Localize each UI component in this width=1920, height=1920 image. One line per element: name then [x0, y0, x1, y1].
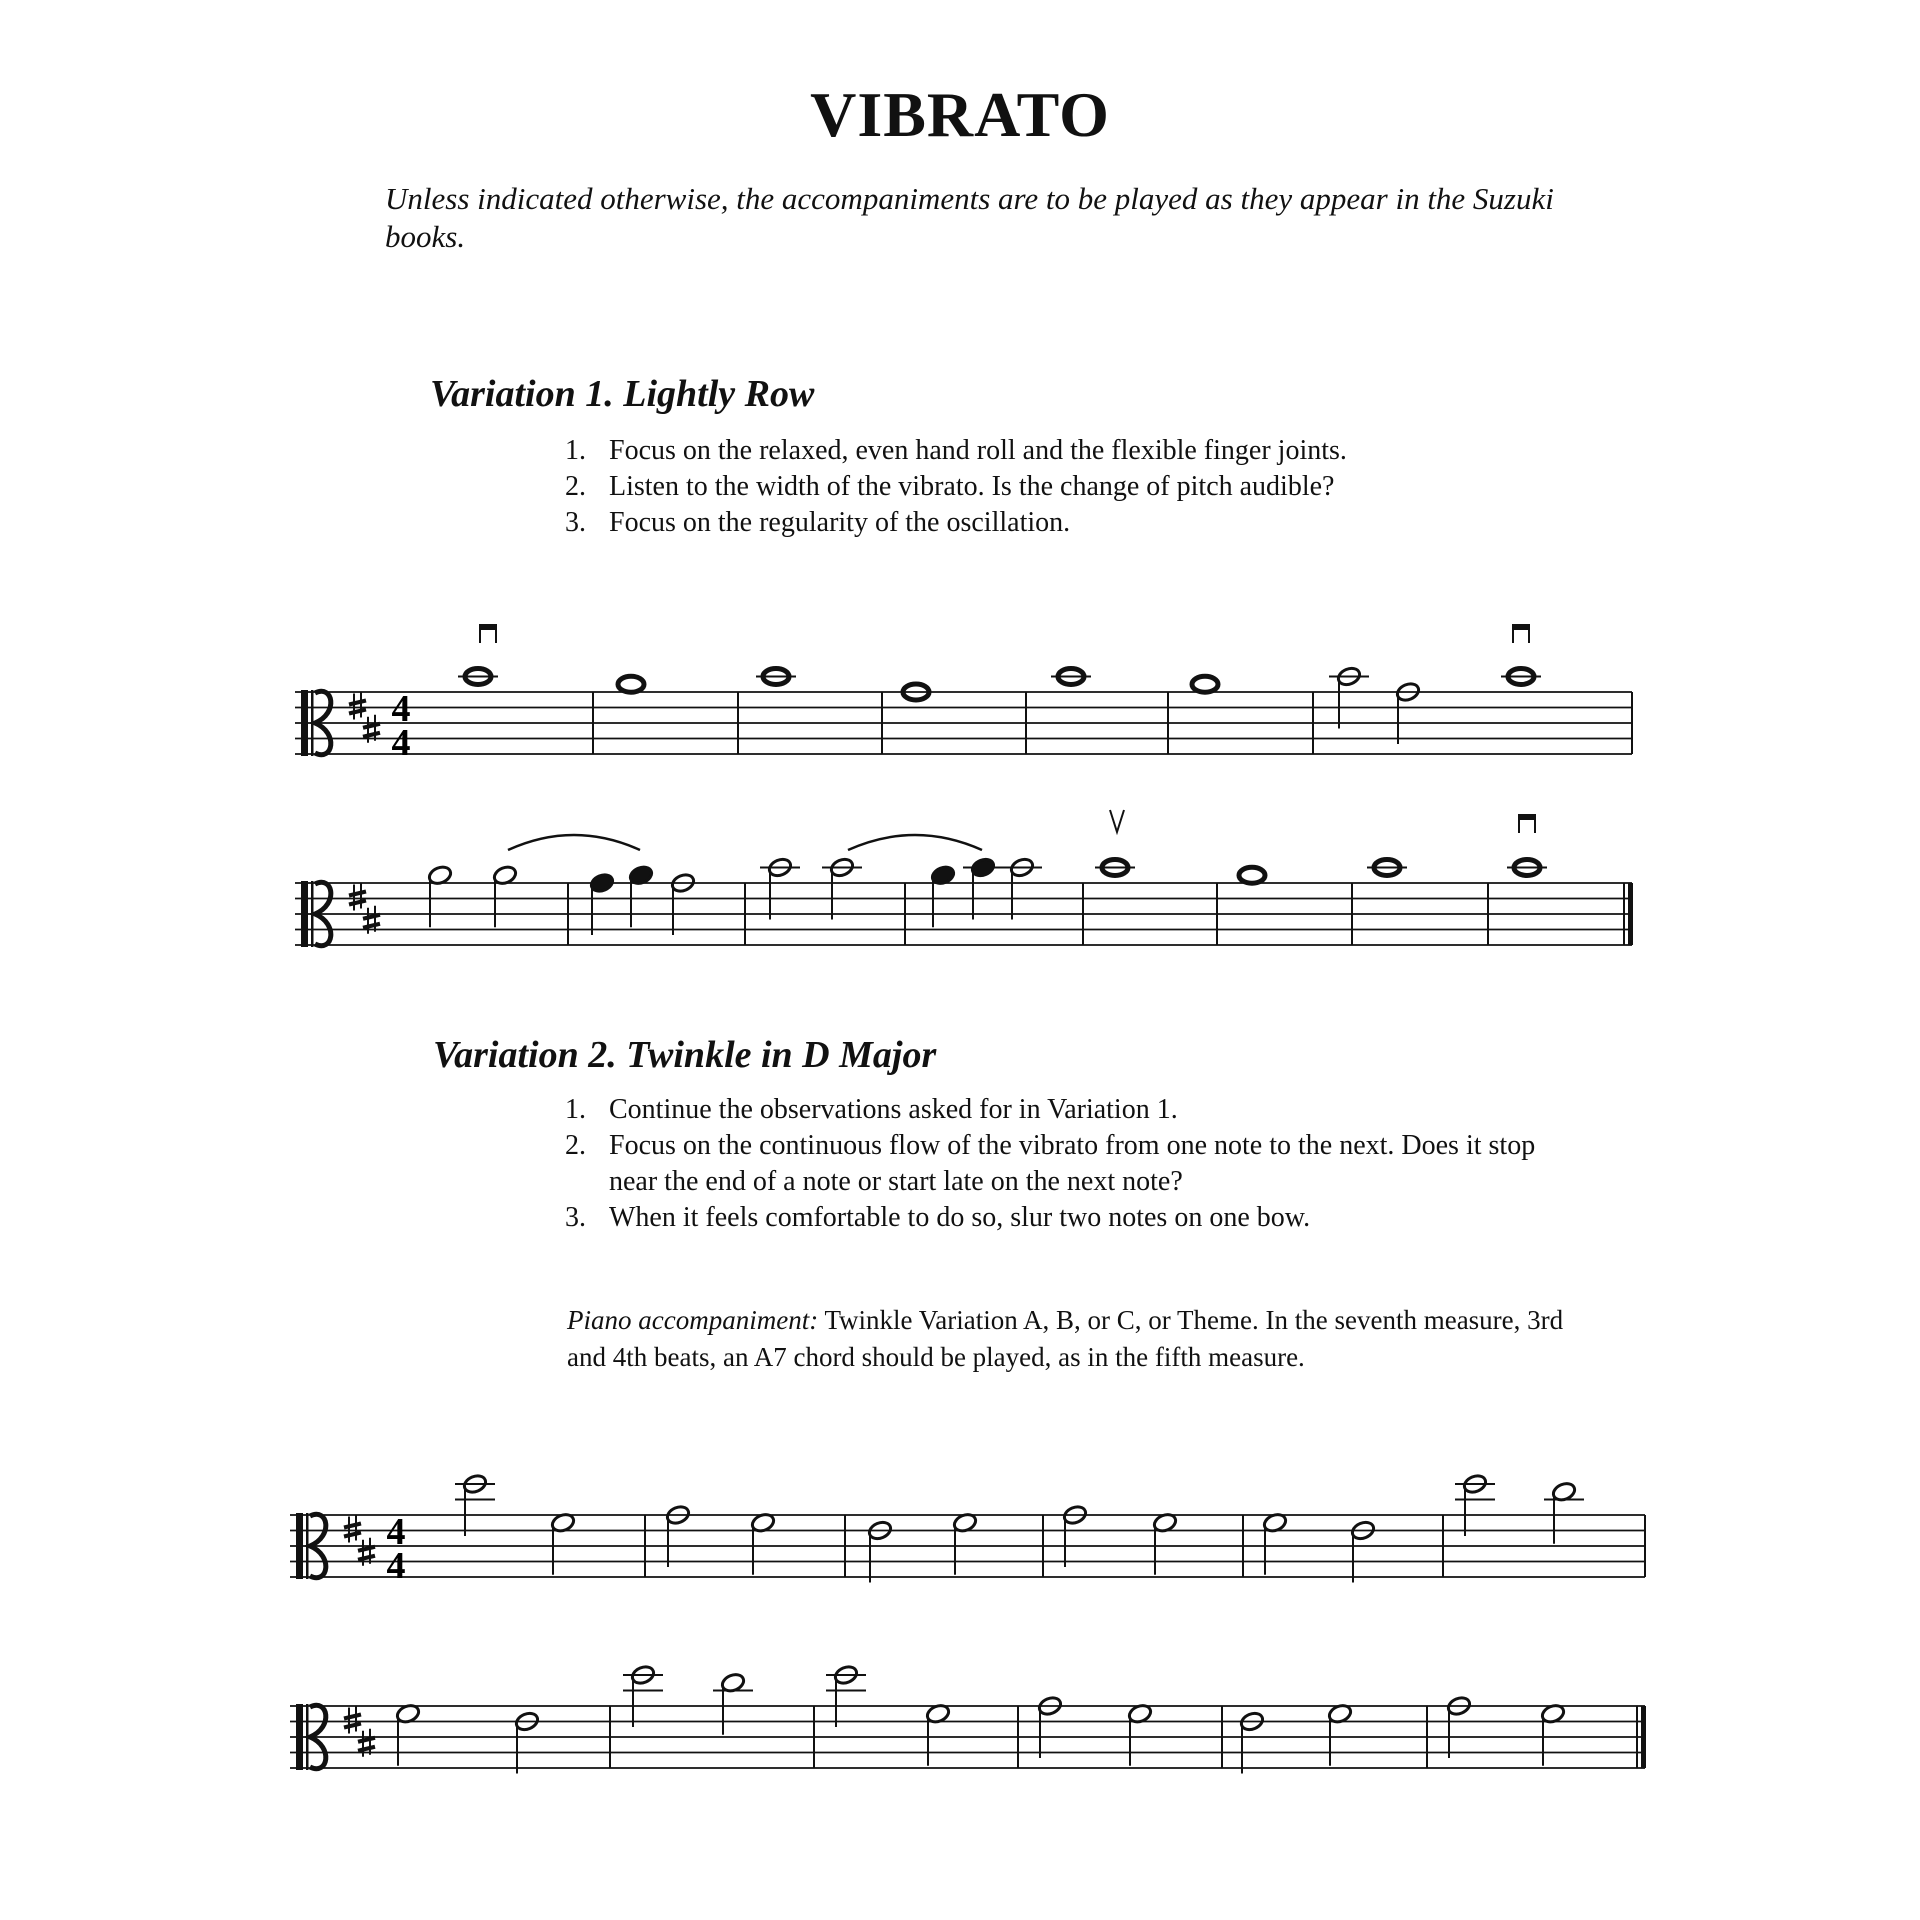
item-number: 2. — [565, 1130, 586, 1161]
item-text: Listen to the width of the vibrato. Is the change of pitch audible? — [609, 471, 1335, 502]
sharp-bar — [349, 901, 366, 905]
sharp-bar — [363, 724, 380, 728]
sharp-bar — [363, 924, 380, 928]
slur — [508, 835, 640, 850]
item-number: 2. — [565, 471, 586, 502]
sharp-bar — [358, 1747, 375, 1751]
sharp-bar — [344, 1724, 361, 1728]
clef-thick-bar — [296, 1704, 303, 1770]
final-bar-thick — [1628, 883, 1633, 945]
whole-note — [618, 676, 644, 692]
time-signature-top: 4 — [391, 688, 411, 730]
down-bow-bar — [480, 625, 496, 630]
sharp-bar — [344, 1533, 361, 1537]
item-text: Continue the observations asked for in Variation 1. — [609, 1094, 1178, 1125]
item-text: Focus on the continuous flow of the vibrato from one note to the next. Does it stop near the end of a note or start late on the next note? — [609, 1130, 1536, 1197]
time-signature-top: 4 — [386, 1511, 406, 1553]
intro-text: Unless indicated otherwise, the accompaniments are to be played as they appear in the Suzuki books. — [385, 181, 1554, 254]
down-bow-bar — [1513, 625, 1529, 630]
time-signature-bottom: 4 — [386, 1545, 406, 1587]
up-bow-icon — [1110, 810, 1124, 832]
item-number: 3. — [565, 1202, 586, 1233]
sharp-bar — [344, 1524, 361, 1528]
down-bow-bar — [1519, 815, 1535, 820]
sharp-bar — [349, 892, 366, 896]
time-signature-bottom: 4 — [391, 722, 411, 764]
clef-thick-bar — [301, 690, 308, 756]
sharp-bar — [349, 701, 366, 705]
variation-2-heading: Variation 2. Twinkle in D Major — [433, 1034, 937, 1076]
sharp-bar — [358, 1547, 375, 1551]
whole-note — [1239, 867, 1265, 883]
sharp-bar — [363, 733, 380, 737]
piano-label: Piano accompaniment: — [567, 1305, 819, 1335]
item-text: Focus on the regularity of the oscillation. — [609, 507, 1071, 538]
clef-thick-bar — [296, 1513, 303, 1579]
slur — [848, 835, 982, 850]
sharp-bar — [344, 1715, 361, 1719]
sharp-bar — [363, 915, 380, 919]
page-title: VIBRATO — [810, 79, 1110, 150]
item-number: 3. — [565, 507, 586, 538]
clef-thick-bar — [301, 881, 308, 947]
piano-text: Twinkle Variation A, B, or C, or Theme. In the seventh measure, 3rd and 4th beats, an A7 chord should be played, as in the fifth measure. — [567, 1305, 1564, 1372]
final-bar-thick — [1641, 1706, 1646, 1768]
variation-1-heading: Variation 1. Lightly Row — [430, 373, 815, 415]
sharp-bar — [349, 710, 366, 714]
item-text: Focus on the relaxed, even hand roll and the flexible finger joints. — [609, 435, 1347, 466]
item-number: 1. — [565, 435, 586, 466]
sharp-bar — [358, 1556, 375, 1560]
whole-note — [1192, 676, 1218, 692]
item-number: 1. — [565, 1094, 586, 1125]
item-text: When it feels comfortable to do so, slur two notes on one bow. — [609, 1202, 1311, 1233]
sharp-bar — [358, 1738, 375, 1742]
